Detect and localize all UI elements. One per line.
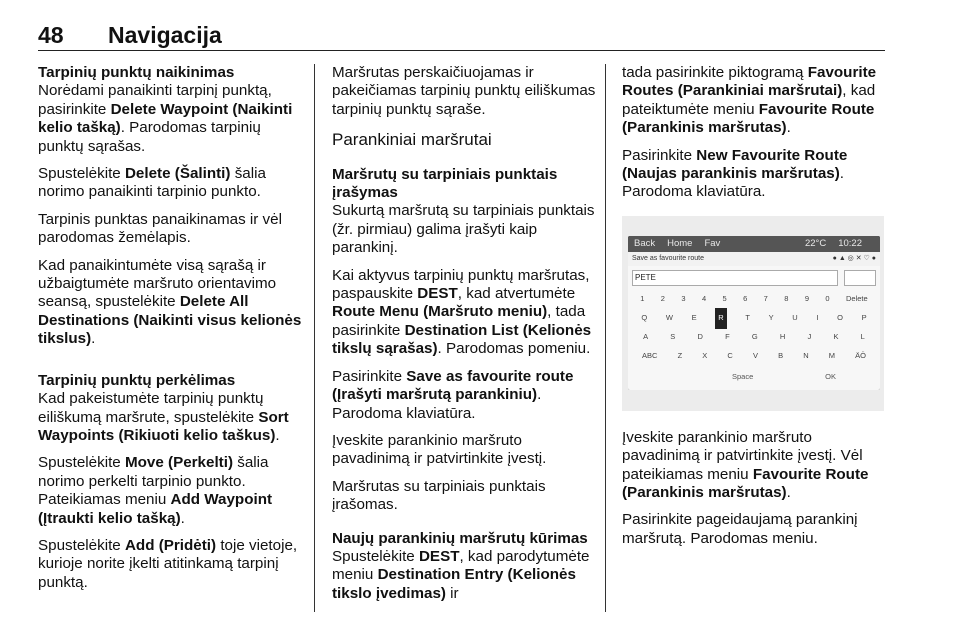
column-3 [622,64,888,557]
paragraph: Norėdami panaikinti tarpinį punktą, pasirinkite Delete Waypoint (Naikinti kelio tašką). Parodomas tarpinių punktų sąrašas. [38,82,293,155]
clock: 10:22 [838,237,862,249]
key[interactable]: W [665,313,673,323]
temperature: 22°C [804,237,827,249]
key[interactable]: Y [768,313,774,323]
paragraph: Įveskite parankinio maršruto pavadinimą ir patvirtinkite įvestį. [332,431,547,468]
key[interactable]: I [816,313,819,323]
key[interactable]: ÄÖ [855,351,866,361]
paragraph: Įveskite parankinio maršruto pavadinimą ir patvirtinkite įvestį. Vėl pateikiamas meniu Favourite Route (Parankinis maršrutas). [622,428,869,502]
column-2 [332,64,600,612]
key[interactable]: 0 [825,294,830,304]
key[interactable]: 2 [660,294,665,304]
status-icons: ● ▲ ◎ ✕ ♡ ● [832,254,876,262]
key[interactable]: Q [641,313,648,323]
key[interactable]: 4 [701,294,707,304]
key[interactable]: L [860,332,865,342]
key[interactable]: V [752,351,758,361]
key-row [632,309,876,328]
paragraph: Maršrutas perskaičiuojamas ir pakeičiamas tarpinių punktų eiliškumas tarpinių punktų sąraše. [332,64,596,118]
key[interactable]: J [807,332,812,342]
key[interactable]: T [745,313,750,323]
section-title: Maršrutų su tarpiniais punktais įrašymas [332,165,558,202]
route-name-input[interactable]: PETE [632,270,838,286]
key-row [632,328,876,347]
key[interactable]: Delete [845,294,868,304]
paragraph: Pasirinkite Save as favourite route (Įrašyti maršrutą parankiniu). Parodoma klaviatūra. [332,367,574,422]
key[interactable]: B [778,351,784,361]
section-heading: Parankiniai maršrutai [332,130,492,150]
paragraph: Kai aktyvus tarpinių punktų maršrutas, paspauskite DEST, kad atvertumėte Route Menu (Maršruto meniu), tada pasirinkite Destination List (Kelionės tikslų sąrašas). Parodomas pomeniu. [332,266,592,358]
key[interactable]: E [691,313,697,323]
column-divider [314,64,315,612]
key[interactable]: G [751,332,758,342]
paragraph: Tarpinis punktas panaikinamas ir vėl parodomas žemėlapis. [38,210,282,247]
key[interactable]: A [643,332,649,342]
key[interactable]: S [670,332,676,342]
paragraph: Kad pakeistumėte tarpinių punktų eiliškumą maršrute, spustelėkite Sort Waypoints (Rikiuoti kelio taškus). [38,390,289,444]
screen-subtitle: Save as favourite route [632,254,704,262]
key[interactable]: H [779,332,786,342]
paragraph: Sukurtą maršrutą su tarpiniais punktais (žr. pirmiau) galima įrašyti kaip parankinį. [332,202,595,257]
column-divider [605,64,606,612]
header-rule [38,50,885,51]
paragraph: Pasirinkite pageidaujamą parankinį maršrutą. Parodomas meniu. [622,511,858,547]
key[interactable]: R [715,308,726,328]
key[interactable]: U [792,313,798,323]
page-header [38,22,222,49]
key[interactable]: K [833,332,839,342]
paragraph: Maršrutas su tarpiniais punktais įrašomas. [332,477,546,514]
paragraph: Spustelėkite Move (Perkelti) šalia norimo perkelti tarpinio punkto. Pateikiamas meniu Add Waypoint (Įtraukti kelio tašką). [38,454,273,527]
section-title: Tarpinių punktų perkėlimas [38,371,236,389]
fav-button[interactable]: Fav [704,237,721,249]
paragraph: Kad panaikintumėte visą sąrašą ir užbaigtumėte maršruto orientavimo seansą, spustelėkite Delete All Destinations (Naikinti visus kelionės tikslus). [38,256,302,348]
key[interactable]: ABC [642,351,658,361]
key[interactable]: M [828,351,835,361]
paragraph: Spustelėkite Delete (Šalinti) šalia norimo panaikinti tarpinio punkto. [38,165,266,201]
key[interactable]: Z [677,351,683,361]
key[interactable]: F [725,332,730,342]
chapter-title: Navigacija [108,22,222,48]
key[interactable]: X [702,351,708,361]
infotainment-screen [628,236,880,390]
key[interactable]: D [697,332,703,342]
space-key[interactable]: Space [732,371,754,381]
key[interactable]: C [727,351,733,361]
key[interactable]: 1 [640,294,645,304]
key-row [632,347,876,366]
keyboard-screenshot [622,216,884,411]
home-button[interactable]: Home [667,237,693,249]
key[interactable]: N [803,351,809,361]
key[interactable]: 3 [681,294,686,304]
key[interactable]: O [837,313,843,323]
paragraph: tada pasirinkite piktogramą Favourite Routes (Parankiniai maršrutai), kad pateiktumėte meniu Favourite Route (Parankinis maršrutas). [622,64,877,137]
key[interactable]: 6 [743,294,748,304]
key-row [632,290,876,309]
section-title: Tarpinių punktų naikinimas [38,64,235,81]
back-button[interactable]: Back [634,237,656,249]
column-1 [38,64,306,601]
page-number: 48 [38,22,64,48]
paragraph: Spustelėkite Add (Pridėti) toje vietoje, kurioje norite įkelti atitinkamą tarpinį punktą. [38,536,298,591]
key[interactable]: 9 [804,294,809,304]
keyboard [628,266,880,390]
suggestion-box [844,270,876,286]
key[interactable]: 7 [763,294,768,304]
subtitle-bar [628,252,880,266]
paragraph: Pasirinkite New Favourite Route (Naujas parankinis maršrutas). Parodoma klaviatūra. [622,146,848,201]
ok-key[interactable]: OK [825,371,836,381]
key[interactable]: 8 [784,294,789,304]
key[interactable]: P [861,313,867,323]
section-title: Naujų parankinių maršrutų kūrimas [332,529,588,547]
paragraph: Spustelėkite DEST, kad parodytumėte meniu Destination Entry (Kelionės tikslo įvedimas) ir [332,547,590,602]
key[interactable]: 5 [722,294,727,304]
